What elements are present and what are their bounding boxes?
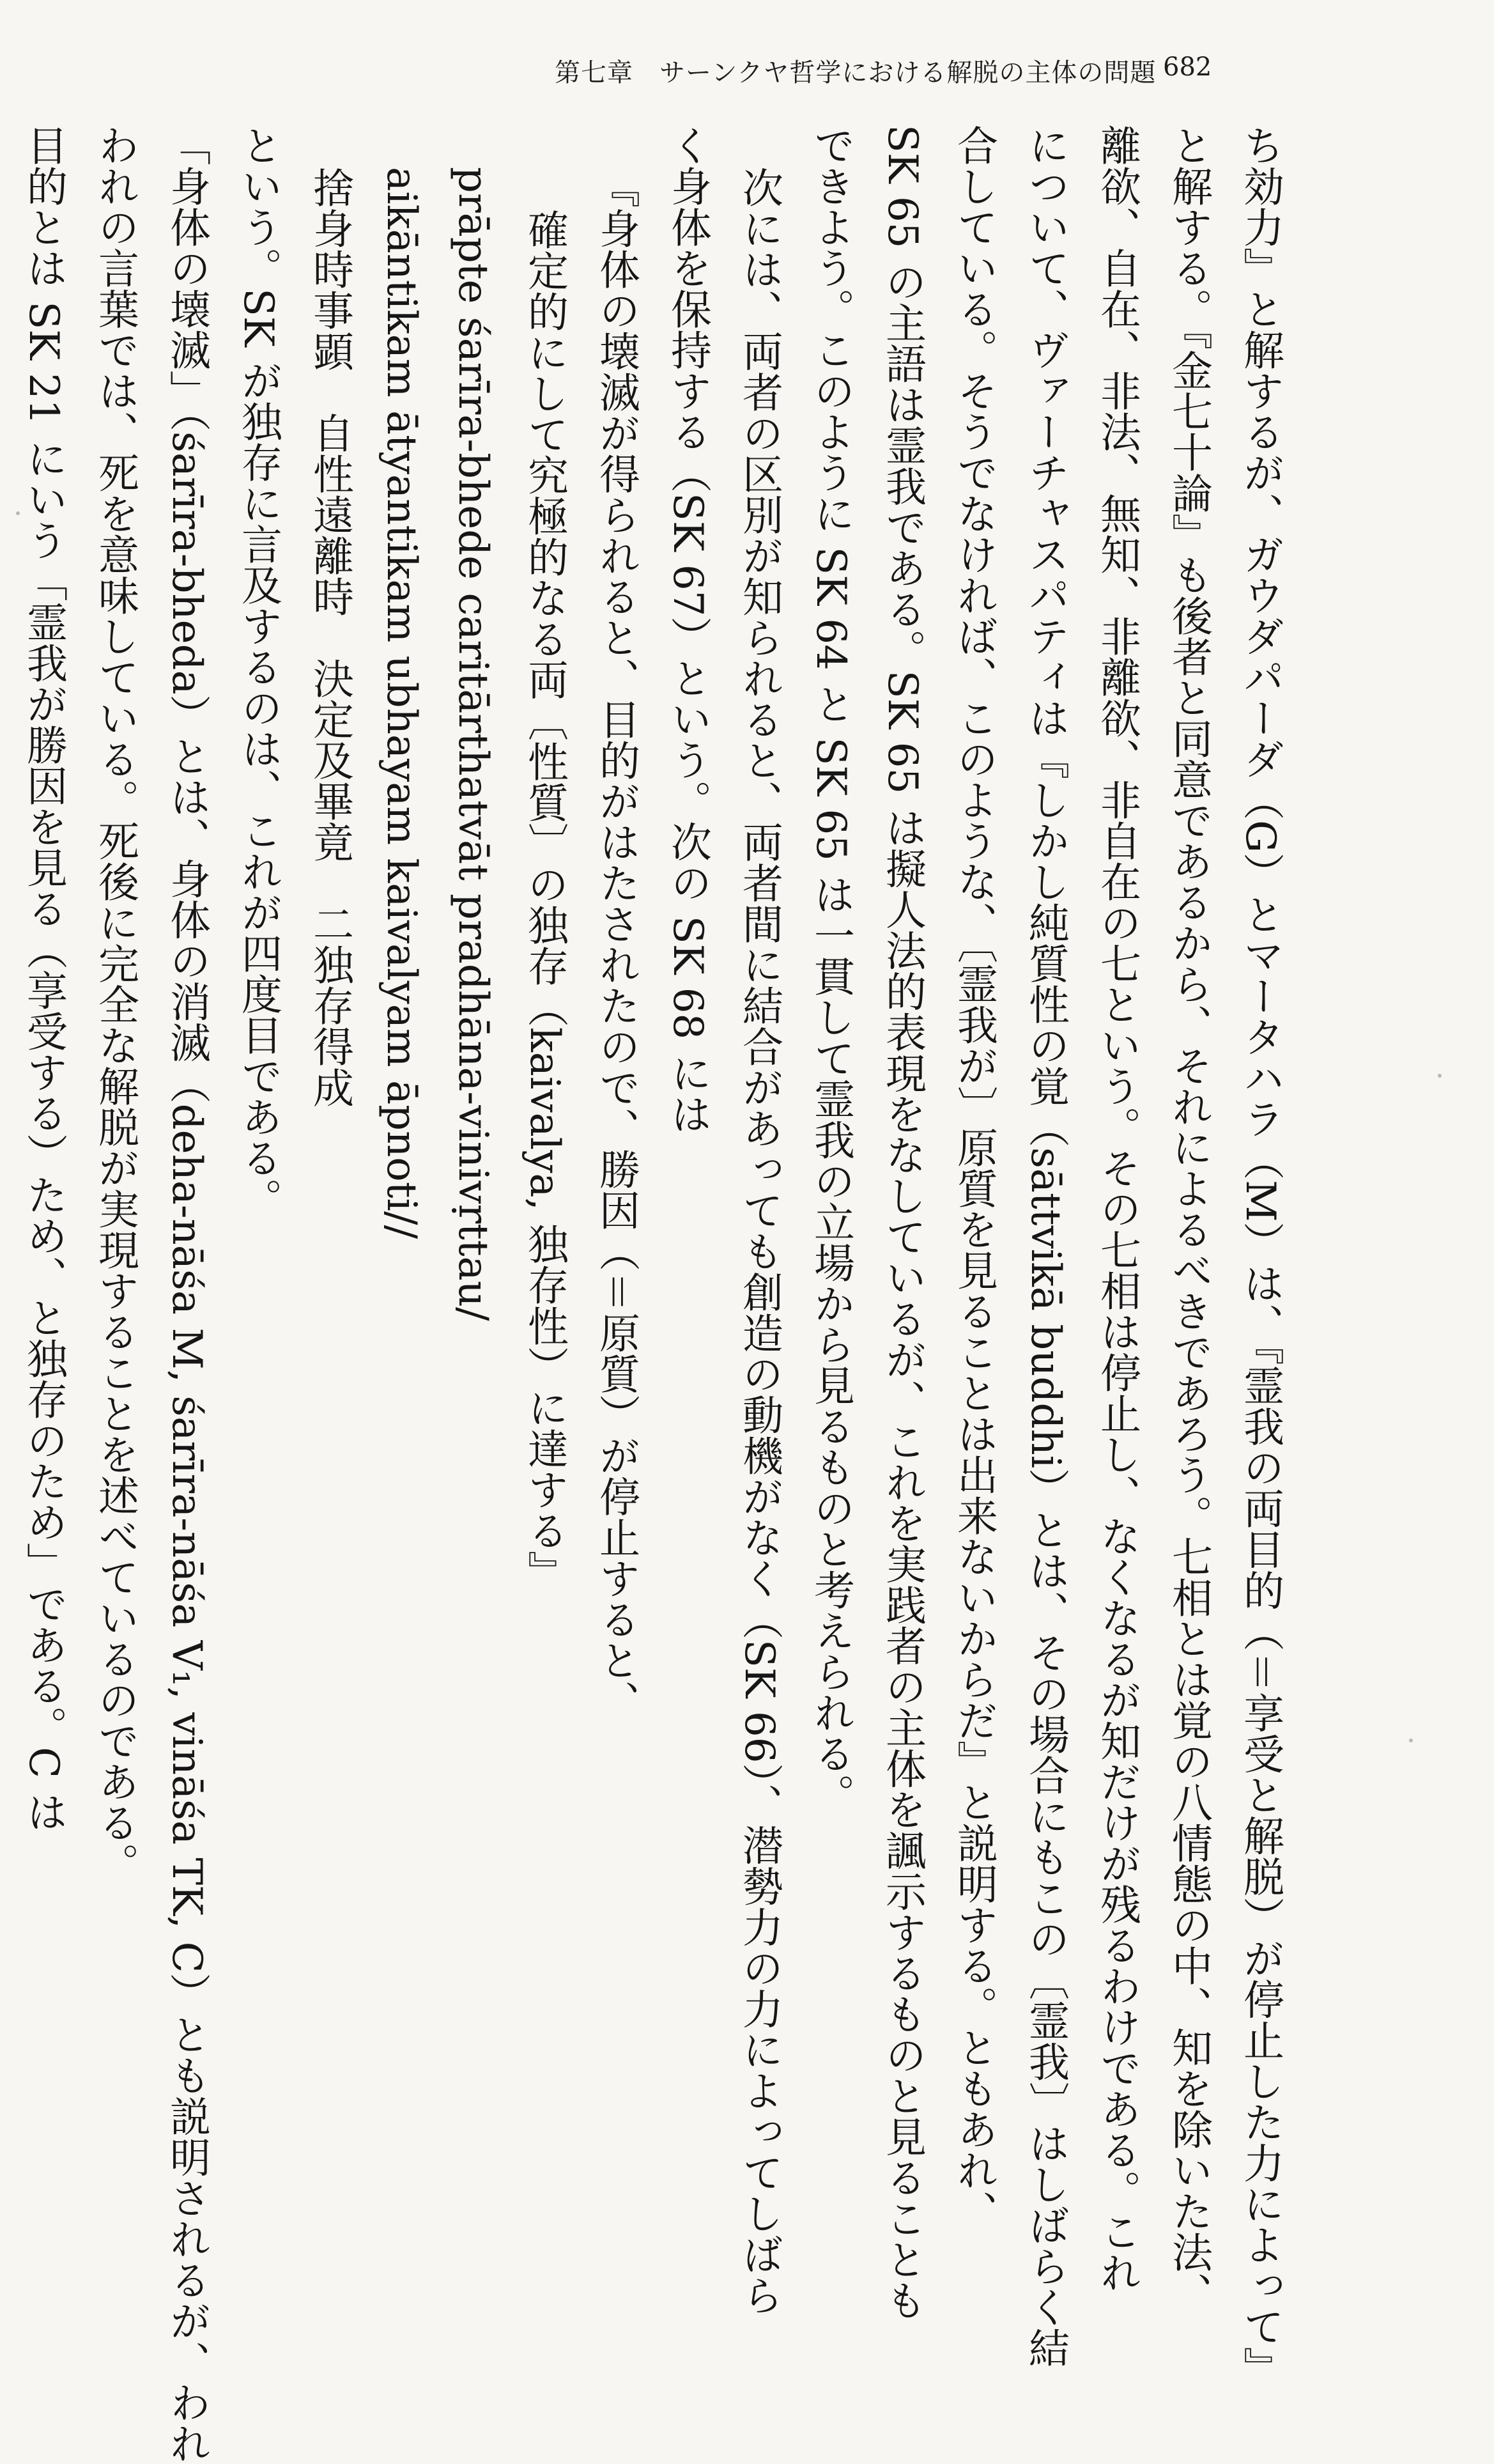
text-line: 次には、両者の区別が知られると、両者間に結合があっても創造の動機がなく（SK 66）、潜勢力の力によってしばら <box>735 167 783 2316</box>
text-line: 離欲、自在、非法、無知、非離欲、非自在の七という。その七相は停止し、なくなるが知だけが残るわけである。これ <box>1093 125 1141 2293</box>
text-line: 捨身時事顕 自性遠離時 決定及畢竟 二独存得成 <box>306 167 353 1108</box>
text-line: 「身体の壊滅」（śarīra-bheda）とは、身体の消滅（deha-nāśa M, śarīra-nāśa V₁, vināśa TK, C）とも説明されるが、われ <box>163 125 210 2464</box>
text-line: ち効力』と解するが、ガウダパーダ（G）とマータハラ（M）は、『霊我の両目的（＝享受と解脱）が停止した力によって』 <box>1236 125 1284 2388</box>
text-line: という。SK が独存に言及するのは、これが四度目である。 <box>235 125 282 1219</box>
scan-speck <box>16 511 20 515</box>
scan-speck <box>1438 1074 1442 1078</box>
text-line: われの言葉では、死を意味している。死後に完全な解脱が実現することを述べているのである。 <box>91 125 139 1884</box>
text-line: と解する。『金七十論』も後者と同意であるから、それによるべきであろう。七相とは覚の八情態の中、知を除いた法、 <box>1165 125 1212 2313</box>
text-line: prāpte śarīra-bhede caritārthatvāt pradhāna-vinivṛttau/ <box>449 167 497 1321</box>
page-number: 682 <box>1163 52 1212 82</box>
text-line: 確定的にして究極的なる両〔性質〕の独存（kaivalya, 独存性）に達する』 <box>521 209 568 1592</box>
text-line: く身体を保持する（SK 67）という。次の SK 68 には <box>664 125 711 1135</box>
running-header <box>0 38 1494 115</box>
scan-speck <box>1409 1739 1413 1742</box>
text-line: 『身体の壊滅が得られると、目的がはたされたので、勝因（＝原質）が停止すると、 <box>592 167 640 1721</box>
text-line: 目的とは SK 21 にいう「霊我が勝因を見る（享受する）ため、と独存のため」である。C は <box>20 125 67 1833</box>
text-line: できよう。このように SK 64 と SK 65 は一貫して霊我の立場から見るものと考えられる。 <box>807 125 854 1815</box>
text-line: SK 65 の主語は霊我である。SK 65 は擬人法的表現をなしているが、これを実践者の主体を諷示するものと見ることも <box>879 125 926 2321</box>
text-line: について、ヴァーチャスパティは『しかし純質性の覚（sāttvikā buddhi）とは、その場合にもこの〔霊我〕はしばらく結 <box>1022 125 1069 2369</box>
text-line: 合している。そうでなければ、このような、〔霊我が〕原質を見ることは出来ないからだ』と説明する。ともあれ、 <box>950 125 997 2231</box>
text-line: aikāntikam ātyantikam ubhayam kaivalyam āpnoti// <box>378 167 425 1239</box>
text-line <box>0 125 8 2112</box>
vertical-body-text <box>20 125 1296 2464</box>
chapter-title: 第七章 サーンクヤ哲学における解脱の主体の問題 <box>555 58 1157 88</box>
